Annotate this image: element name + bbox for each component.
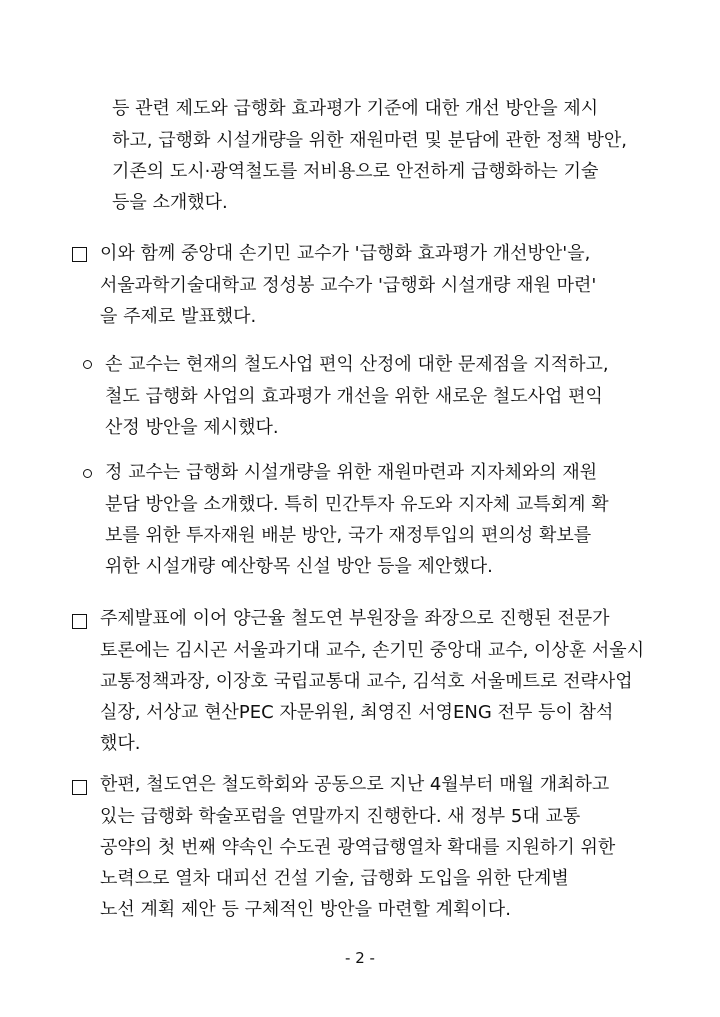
text-line: 정 교수는 급행화 시설개량을 위한 재원마련과 지자체와의 재원 — [105, 462, 598, 483]
text-line: 있는 급행화 학술포럼을 연말까지 진행한다. 새 정부 5대 교통 — [100, 806, 581, 827]
page-number: - 2 - — [345, 949, 375, 967]
square-bullet-icon — [72, 247, 87, 262]
text-line: 하고, 급행화 시설개량을 위한 재원마련 및 분담에 관한 정책 방안, — [112, 130, 628, 151]
text-line: 노력으로 열차 대피선 건설 기술, 급행화 도입을 위한 단계별 — [100, 868, 569, 889]
text-line: 보를 위한 투자재원 배분 방안, 국가 재정투입의 편의성 확보를 — [105, 525, 592, 546]
text-line: 등을 소개했다. — [112, 192, 228, 213]
text-line: 분담 방안을 소개했다. 특히 민간투자 유도와 지자체 교특회계 확 — [105, 494, 609, 515]
circle-bullet-icon — [83, 469, 92, 478]
text-line: 서울과학기술대학교 정성봉 교수가 '급행화 시설개량 재원 마련' — [100, 275, 597, 296]
text-line: 토론에는 김시곤 서울과기대 교수, 손기민 중앙대 교수, 이상훈 서울시 — [100, 640, 645, 661]
text-line: 노선 계획 제안 등 구체적인 방안을 마련할 계획이다. — [100, 899, 511, 920]
square-bullet-icon — [72, 780, 87, 795]
text-line: 을 주제로 발표했다. — [100, 306, 257, 327]
square-bullet-icon — [72, 614, 87, 629]
text-line: 산정 방안을 제시했다. — [105, 417, 279, 438]
text-line: 공약의 첫 번째 약속인 수도권 광역급행열차 확대를 지원하기 위한 — [100, 837, 616, 858]
text-line: 기존의 도시·광역철도를 저비용으로 안전하게 급행화하는 기술 — [112, 161, 599, 182]
text-line: 등 관련 제도와 급행화 효과평가 기준에 대한 개선 방안을 제시 — [112, 98, 599, 119]
text-line: 했다. — [100, 733, 141, 754]
text-line: 주제발표에 이어 양근율 철도연 부원장을 좌장으로 진행된 전문가 — [100, 608, 610, 629]
text-line: 위한 시설개량 예산항목 신설 방안 등을 제안했다. — [105, 556, 493, 577]
text-line: 교통정책과장, 이장호 국립교통대 교수, 김석호 서울메트로 전략사업 — [100, 671, 633, 692]
text-line: 철도 급행화 사업의 효과평가 개선을 위한 새로운 철도사업 편익 — [105, 386, 603, 407]
text-line: 한편, 철도연은 철도학회와 공동으로 지난 4월부터 매월 개최하고 — [100, 774, 610, 795]
text-line: 손 교수는 현재의 철도사업 편익 산정에 대한 문제점을 지적하고, — [105, 354, 609, 375]
text-line: 실장, 서상교 현산PEC 자문위원, 최영진 서영ENG 전무 등이 참석 — [100, 702, 614, 723]
circle-bullet-icon — [83, 360, 92, 369]
text-line: 이와 함께 중앙대 손기민 교수가 '급행화 효과평가 개선방안'을, — [100, 243, 591, 264]
